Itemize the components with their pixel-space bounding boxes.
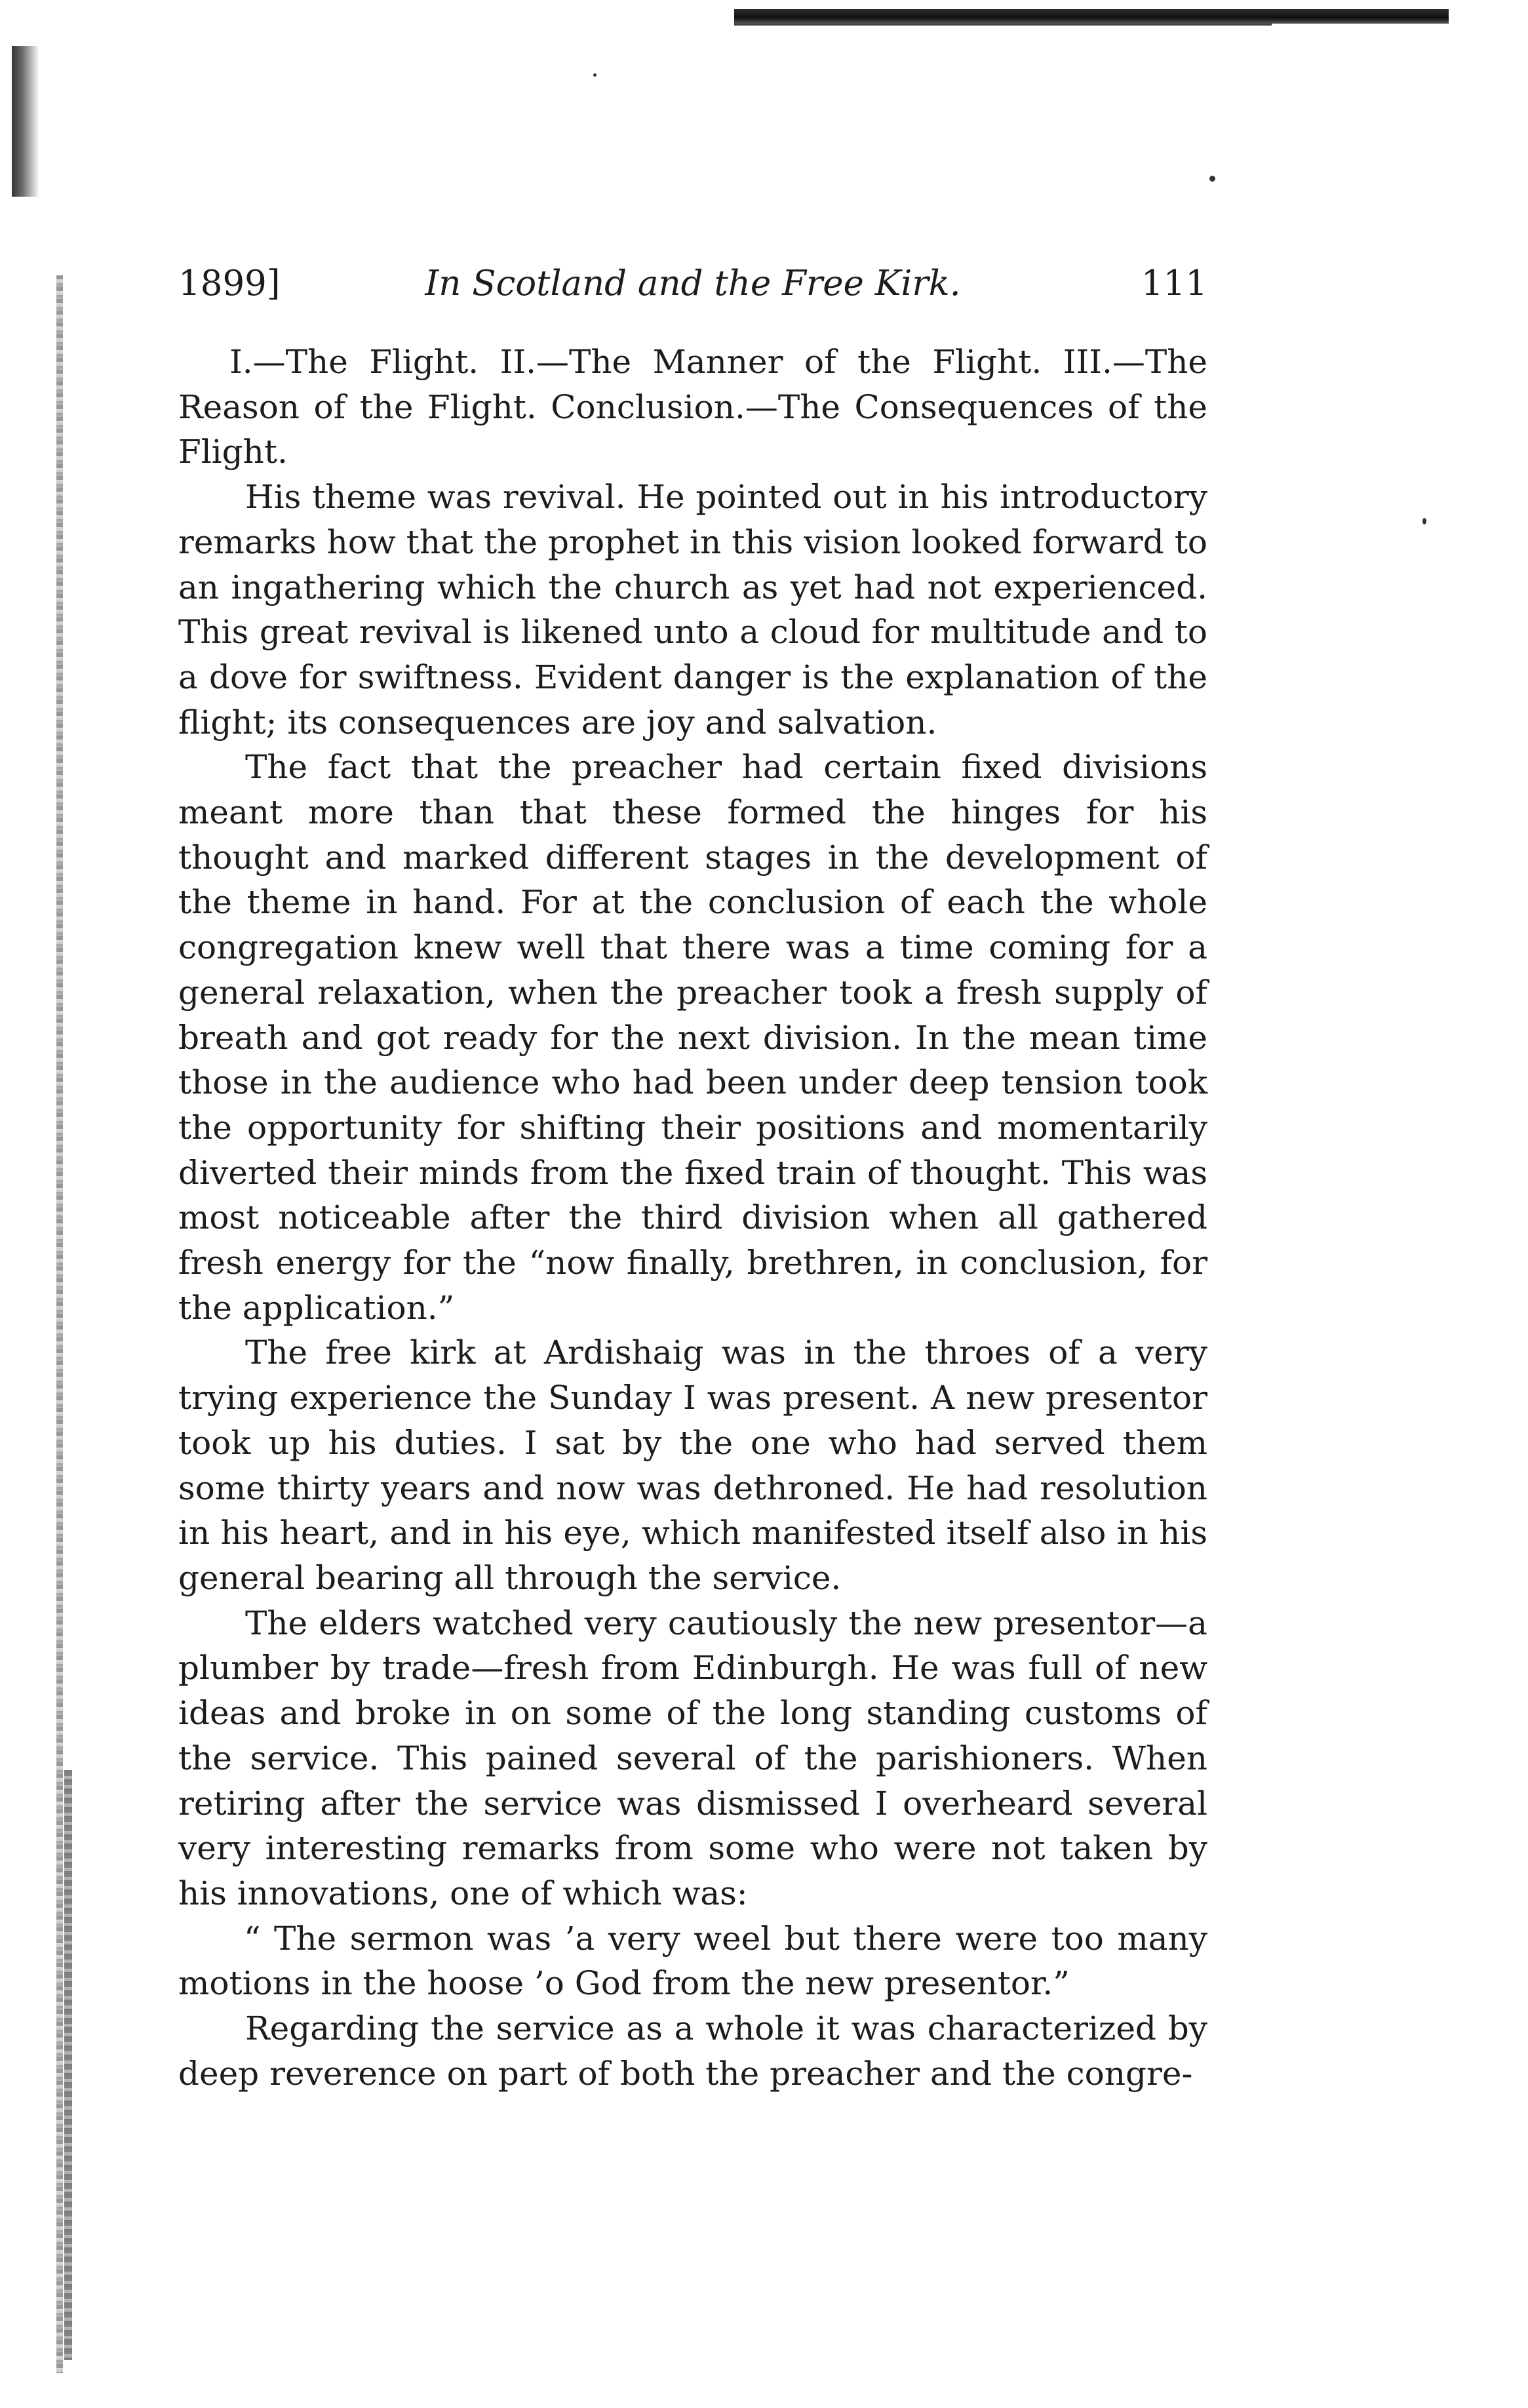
- top-rule-underline: [734, 24, 1272, 26]
- paragraph-service: Regarding the service as a whole it was characterized by deep reverence on part of both the preacher and the congre-: [178, 2009, 1207, 2093]
- binding-edge-scan: [56, 275, 63, 2373]
- header-year: 1899]: [178, 264, 281, 304]
- paragraph-divisions-meaning: The fact that the preacher had certain fixed divisions meant more than that these formed the hinges for his thought and marked different stages in the development of the theme in hand. For at the conclusion of each the whole congregation knew well that there was a time coming for a general relaxation, when the preacher took a fresh supply of breath and got ready for the next division. In the mean time those in the audience who had been under deep tension took the opportunity for shifting their positions and momentarily diverted their minds from the fixed train of thought. This was most noticeable after the third division when all gathered fresh energy for the “now finally, brethren, in conclusion, for the application.”: [178, 748, 1207, 1327]
- ink-speck: [1209, 176, 1215, 182]
- binding-shadow: [12, 46, 39, 197]
- paragraph-divisions: I.—The Flight. II.—The Manner of the Flight. III.—The Reason of the Flight. Conclusion.—The Consequences of the Flight.: [178, 343, 1207, 471]
- top-printed-rule: [734, 9, 1449, 24]
- paragraph-quote: “ The sermon was ’a very weel but there were too many motions in the hoose ’o God from the new presentor.”: [178, 1919, 1207, 2003]
- ink-speck: [593, 73, 597, 77]
- header-running-title: In Scotland and the Free Kirk.: [425, 264, 961, 304]
- header-page-number: 111: [1141, 264, 1207, 304]
- paragraph-theme: His theme was revival. He pointed out in his introductory remarks how that the prophet in this vision looked forward to an ingathering which the church as yet had not experienced. This great revival is likened unto a cloud for multitude and to a dove for swiftness. Evident danger is the explanation of the flight; its consequences are joy and salvation.: [178, 478, 1207, 741]
- paragraph-elders: The elders watched very cautiously the new presentor—a plumber by trade—fresh from Edinburgh. He was full of new ideas and broke in on some of the long standing customs of the service. This pained several of the parishioners. When retiring after the service was dismissed I overheard several very interesting remarks from some who were not taken by his innovations, one of which was:: [178, 1604, 1207, 1912]
- paragraph-free-kirk: The free kirk at Ardishaig was in the throes of a very trying experience the Sunday I was present. A new presentor took up his duties. I sat by the one who had served them some thirty years and now was dethroned. He had resolution in his heart, and in his eye, which manifested itself also in his general bearing all through the service.: [178, 1333, 1207, 1597]
- ink-speck: [1422, 518, 1426, 524]
- running-header: [178, 264, 1207, 309]
- binding-edge-scan-lower: [64, 1770, 72, 2360]
- page-body: [178, 340, 1207, 2096]
